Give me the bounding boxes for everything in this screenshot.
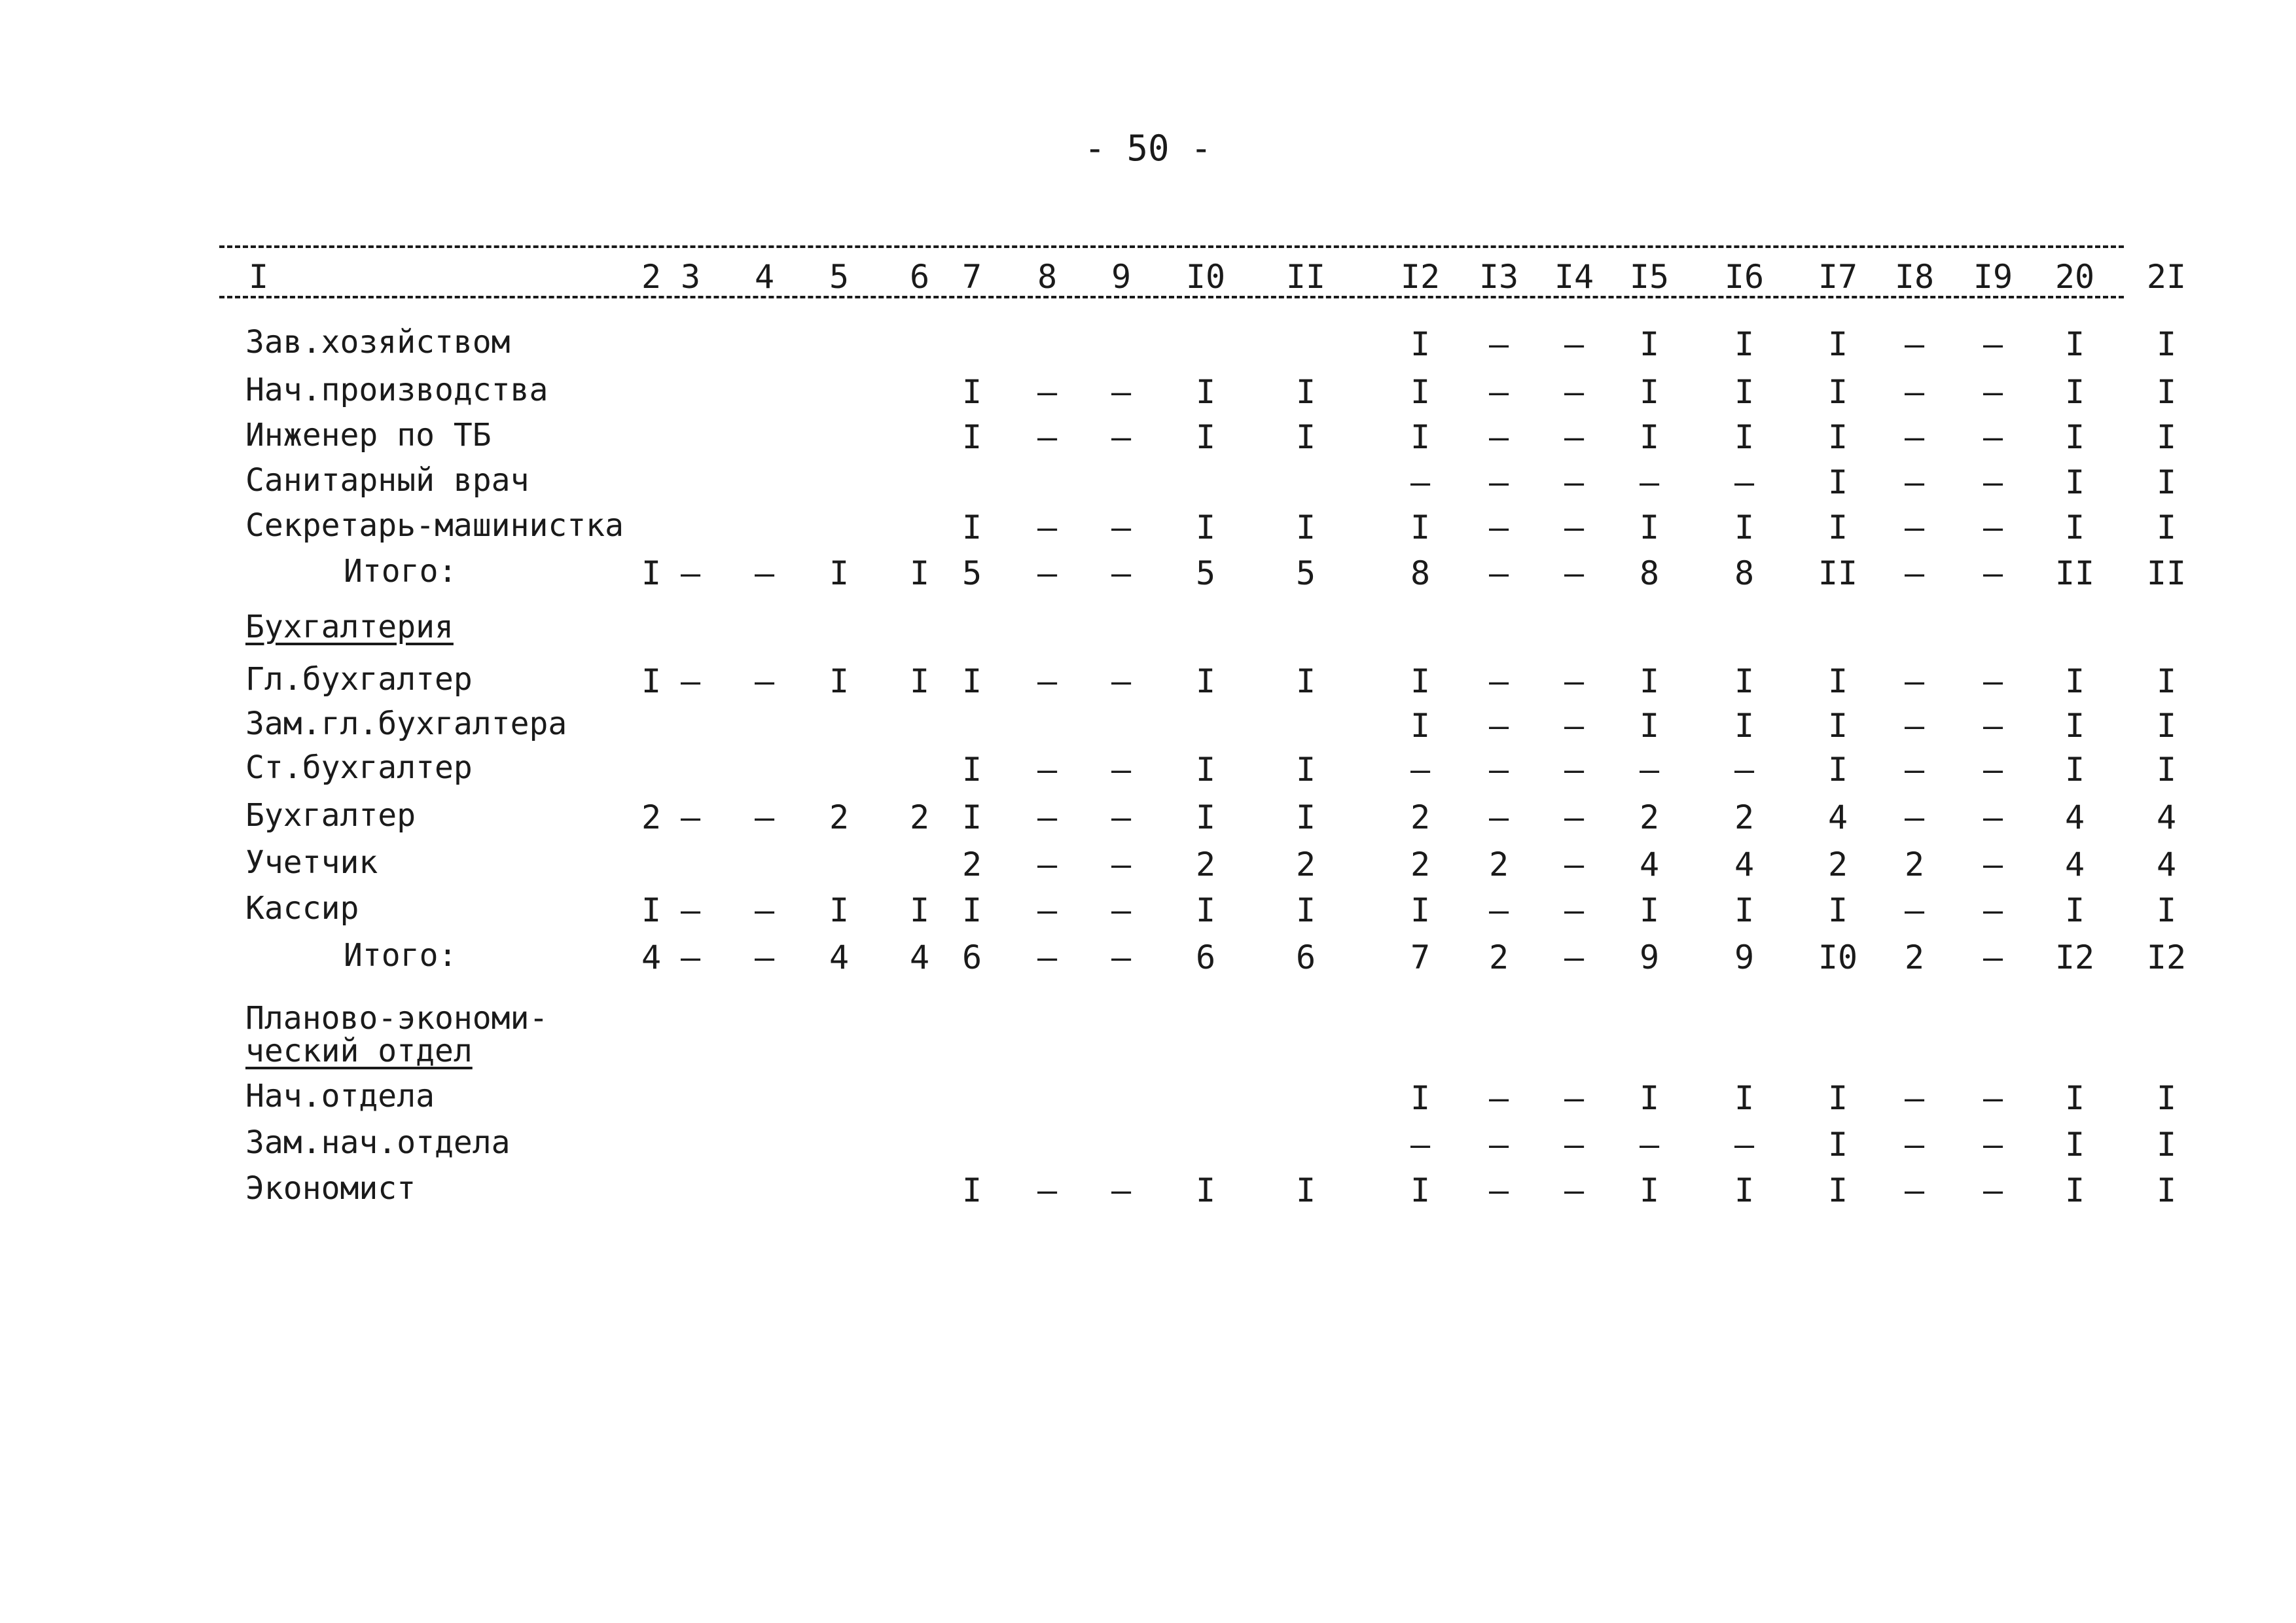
header-rule-bottom: [219, 296, 2124, 298]
table-cell: 2: [1904, 938, 1925, 976]
row-label: Зам.нач.отдела: [245, 1124, 511, 1161]
table-cell: –: [1488, 891, 1509, 929]
table-cell: –: [1111, 846, 1132, 883]
table-cell: –: [1639, 1126, 1660, 1164]
table-cell: –: [680, 554, 701, 592]
table-cell: I: [1639, 373, 1660, 411]
table-cell: –: [754, 798, 775, 836]
column-header: 3: [680, 258, 701, 296]
table-cell: –: [1904, 373, 1925, 411]
table-cell: I: [1827, 508, 1848, 546]
table-cell: I: [1410, 662, 1431, 700]
table-cell: I: [1195, 373, 1216, 411]
table-cell: –: [1904, 418, 1925, 456]
table-cell: –: [1111, 418, 1132, 456]
table-cell: I: [961, 662, 982, 700]
table-cell: –: [1982, 1079, 2003, 1117]
table-cell: –: [1037, 1171, 1058, 1209]
table-cell: 2: [961, 846, 982, 883]
table-cell: –: [1488, 325, 1509, 363]
table-cell: I: [961, 418, 982, 456]
table-cell: –: [1982, 508, 2003, 546]
table-cell: –: [1488, 373, 1509, 411]
column-header: II: [1285, 258, 1326, 296]
table-cell: I0: [1818, 938, 1858, 976]
column-header: I8: [1894, 258, 1935, 296]
table-cell: I: [1734, 891, 1755, 929]
table-cell: –: [1564, 662, 1585, 700]
table-cell: 4: [2064, 846, 2085, 883]
table-cell: 4: [829, 938, 850, 976]
column-header: 6: [909, 258, 930, 296]
table-cell: 2: [641, 798, 662, 836]
table-cell: I: [829, 891, 850, 929]
table-cell: I: [2064, 463, 2085, 501]
table-cell: –: [1564, 508, 1585, 546]
table-cell: –: [1982, 1171, 2003, 1209]
table-cell: 8: [1410, 554, 1431, 592]
table-cell: –: [1410, 463, 1431, 501]
table-cell: I: [1195, 662, 1216, 700]
column-header: 8: [1037, 258, 1058, 296]
table-cell: –: [1564, 554, 1585, 592]
table-cell: 2: [829, 798, 850, 836]
table-cell: I: [2064, 662, 2085, 700]
table-cell: –: [1982, 798, 2003, 836]
table-cell: –: [1564, 891, 1585, 929]
table-cell: I: [2156, 707, 2177, 745]
table-cell: I: [1734, 325, 1755, 363]
table-cell: –: [680, 662, 701, 700]
table-cell: I: [1734, 418, 1755, 456]
table-cell: I: [1827, 373, 1848, 411]
table-cell: –: [1111, 1171, 1132, 1209]
table-cell: I: [1410, 508, 1431, 546]
table-cell: –: [1037, 418, 1058, 456]
table-cell: –: [1488, 1126, 1509, 1164]
column-header: I9: [1973, 258, 2013, 296]
table-cell: 2: [1734, 798, 1755, 836]
table-cell: I: [2156, 1171, 2177, 1209]
table-cell: –: [1037, 891, 1058, 929]
table-cell: –: [680, 798, 701, 836]
table-cell: I: [1410, 325, 1431, 363]
table-cell: I: [2064, 1079, 2085, 1117]
row-label: Инженер по ТБ: [245, 417, 492, 454]
table-cell: 4: [2156, 846, 2177, 883]
row-label: Итого:: [344, 937, 457, 974]
table-cell: II: [1818, 554, 1858, 592]
table-cell: I: [2064, 325, 2085, 363]
table-cell: I: [1639, 418, 1660, 456]
table-cell: I: [1195, 891, 1216, 929]
table-cell: I: [641, 554, 662, 592]
table-cell: 5: [1295, 554, 1316, 592]
table-cell: I: [1639, 707, 1660, 745]
column-header: I4: [1554, 258, 1594, 296]
row-label: Нач.отдела: [245, 1078, 435, 1115]
column-header: I6: [1724, 258, 1765, 296]
table-cell: I: [2064, 891, 2085, 929]
table-cell: –: [1904, 508, 1925, 546]
table-cell: I: [829, 662, 850, 700]
table-cell: I: [1295, 373, 1316, 411]
table-cell: 2: [909, 798, 930, 836]
table-cell: I: [2156, 751, 2177, 789]
table-cell: –: [1488, 707, 1509, 745]
table-cell: I: [2156, 1126, 2177, 1164]
table-cell: –: [1037, 373, 1058, 411]
table-cell: I: [1827, 1171, 1848, 1209]
table-cell: –: [1111, 798, 1132, 836]
table-cell: I: [1734, 373, 1755, 411]
table-cell: –: [1564, 751, 1585, 789]
table-cell: –: [1904, 891, 1925, 929]
table-cell: I: [1827, 662, 1848, 700]
table-cell: 7: [1410, 938, 1431, 976]
table-cell: I: [1195, 508, 1216, 546]
table-cell: I: [1295, 891, 1316, 929]
table-cell: –: [754, 938, 775, 976]
column-header: I0: [1185, 258, 1226, 296]
table-cell: –: [1904, 554, 1925, 592]
table-cell: I: [2156, 373, 2177, 411]
row-label: ческий отдел: [245, 1033, 473, 1069]
table-cell: I: [1827, 751, 1848, 789]
table-cell: –: [1488, 798, 1509, 836]
table-cell: –: [1564, 325, 1585, 363]
table-cell: I: [2156, 325, 2177, 363]
table-cell: –: [1982, 662, 2003, 700]
table-cell: 4: [641, 938, 662, 976]
table-cell: 4: [1827, 798, 1848, 836]
table-cell: I: [1295, 418, 1316, 456]
table-cell: I: [1734, 1079, 1755, 1117]
table-cell: 6: [1195, 938, 1216, 976]
table-cell: 2: [1195, 846, 1216, 883]
table-cell: I: [1410, 418, 1431, 456]
table-cell: –: [1564, 373, 1585, 411]
table-cell: –: [1564, 1171, 1585, 1209]
table-cell: –: [1564, 938, 1585, 976]
table-cell: –: [1410, 751, 1431, 789]
table-cell: I: [1639, 508, 1660, 546]
table-cell: 6: [961, 938, 982, 976]
table-cell: –: [1037, 751, 1058, 789]
table-cell: I: [2064, 1126, 2085, 1164]
table-cell: I: [1410, 373, 1431, 411]
table-cell: –: [1111, 891, 1132, 929]
column-header: I: [249, 258, 269, 296]
row-label: Бухгалтерия: [245, 609, 454, 645]
table-cell: –: [1037, 554, 1058, 592]
table-cell: –: [1982, 938, 2003, 976]
row-label: Нач.производства: [245, 372, 548, 408]
column-header: 7: [961, 258, 982, 296]
row-label: Планово-экономи-: [245, 1000, 548, 1037]
table-cell: I: [1195, 751, 1216, 789]
table-cell: I2: [2146, 938, 2187, 976]
table-cell: I: [909, 891, 930, 929]
table-cell: I: [1295, 798, 1316, 836]
table-cell: I: [1734, 707, 1755, 745]
row-label: Гл.бухгалтер: [245, 661, 473, 698]
table-cell: I: [961, 798, 982, 836]
table-cell: I: [909, 662, 930, 700]
table-cell: –: [1037, 662, 1058, 700]
table-cell: 2: [1639, 798, 1660, 836]
table-cell: –: [1982, 418, 2003, 456]
table-cell: –: [1564, 1126, 1585, 1164]
table-cell: 2: [1410, 798, 1431, 836]
table-cell: I: [2156, 891, 2177, 929]
table-cell: –: [1564, 846, 1585, 883]
table-cell: II: [2146, 554, 2187, 592]
table-cell: –: [754, 662, 775, 700]
table-cell: –: [1488, 554, 1509, 592]
table-cell: I: [2064, 1171, 2085, 1209]
table-cell: I: [641, 662, 662, 700]
table-cell: –: [1488, 751, 1509, 789]
table-cell: I: [829, 554, 850, 592]
table-cell: –: [1488, 418, 1509, 456]
table-cell: –: [1111, 373, 1132, 411]
table-cell: –: [1410, 1126, 1431, 1164]
row-label: Бухгалтер: [245, 797, 416, 834]
table-cell: –: [1904, 798, 1925, 836]
table-cell: –: [1982, 846, 2003, 883]
column-header: 9: [1111, 258, 1132, 296]
table-cell: I: [961, 1171, 982, 1209]
table-cell: II: [2054, 554, 2095, 592]
table-cell: –: [1904, 325, 1925, 363]
table-cell: I: [1410, 891, 1431, 929]
row-label: Экономист: [245, 1170, 416, 1207]
table-cell: I: [1295, 508, 1316, 546]
table-cell: –: [1488, 1171, 1509, 1209]
table-cell: I: [1827, 891, 1848, 929]
table-cell: 4: [1639, 846, 1660, 883]
table-cell: –: [1564, 463, 1585, 501]
table-cell: 4: [1734, 846, 1755, 883]
column-header: 2I: [2146, 258, 2187, 296]
row-label: Итого:: [344, 553, 457, 590]
column-header: 2: [641, 258, 662, 296]
table-cell: 9: [1734, 938, 1755, 976]
table-cell: –: [754, 554, 775, 592]
table-cell: I: [2064, 373, 2085, 411]
row-label: Секретарь-машинистка: [245, 507, 624, 544]
column-header: I7: [1818, 258, 1858, 296]
table-cell: I: [1827, 418, 1848, 456]
table-cell: I: [1827, 1079, 1848, 1117]
table-cell: –: [1904, 662, 1925, 700]
table-cell: –: [1564, 1079, 1585, 1117]
table-cell: I: [961, 751, 982, 789]
table-cell: I: [2156, 1079, 2177, 1117]
table-cell: I: [2156, 508, 2177, 546]
table-cell: I: [2156, 418, 2177, 456]
table-cell: I: [1827, 707, 1848, 745]
table-cell: I: [2156, 662, 2177, 700]
table-cell: 2: [1410, 846, 1431, 883]
table-cell: 6: [1295, 938, 1316, 976]
table-cell: –: [1982, 325, 2003, 363]
row-label: Зам.гл.бухгалтера: [245, 705, 567, 742]
table-cell: I: [1295, 662, 1316, 700]
table-cell: 9: [1639, 938, 1660, 976]
table-cell: –: [1982, 463, 2003, 501]
table-cell: I: [1195, 798, 1216, 836]
column-header: 5: [829, 258, 850, 296]
column-header: 4: [754, 258, 775, 296]
table-cell: I: [961, 508, 982, 546]
row-label: Санитарный врач: [245, 462, 529, 499]
table-cell: I: [1734, 662, 1755, 700]
table-cell: I: [2156, 463, 2177, 501]
column-header: I2: [1400, 258, 1441, 296]
table-cell: I: [1195, 418, 1216, 456]
table-cell: 5: [1195, 554, 1216, 592]
table-cell: 4: [2156, 798, 2177, 836]
header-rule-top: [219, 245, 2124, 248]
table-cell: –: [680, 891, 701, 929]
table-cell: I: [909, 554, 930, 592]
table-cell: –: [1734, 751, 1755, 789]
table-cell: –: [1982, 373, 2003, 411]
table-cell: I: [1639, 1079, 1660, 1117]
row-label: Зав.хозяйством: [245, 324, 511, 361]
table-cell: –: [1564, 707, 1585, 745]
table-cell: I: [1827, 325, 1848, 363]
table-cell: 5: [961, 554, 982, 592]
column-header: I3: [1479, 258, 1519, 296]
table-cell: I: [2064, 418, 2085, 456]
table-cell: –: [1982, 891, 2003, 929]
table-cell: I: [1195, 1171, 1216, 1209]
table-cell: –: [1111, 554, 1132, 592]
table-cell: –: [754, 891, 775, 929]
table-cell: 8: [1734, 554, 1755, 592]
table-cell: 2: [1904, 846, 1925, 883]
row-label: Кассир: [245, 890, 359, 927]
table-cell: –: [1734, 463, 1755, 501]
table-cell: I: [1410, 707, 1431, 745]
table-cell: 4: [2064, 798, 2085, 836]
table-cell: –: [1904, 707, 1925, 745]
table-cell: –: [1037, 508, 1058, 546]
table-cell: –: [1982, 751, 2003, 789]
table-cell: 8: [1639, 554, 1660, 592]
table-cell: –: [1982, 554, 2003, 592]
table-cell: I: [1827, 463, 1848, 501]
table-cell: I: [1639, 662, 1660, 700]
table-cell: I: [2064, 707, 2085, 745]
column-header: 20: [2054, 258, 2095, 296]
table-cell: –: [680, 938, 701, 976]
table-cell: –: [1111, 662, 1132, 700]
table-cell: –: [1904, 463, 1925, 501]
table-cell: 2: [1488, 846, 1509, 883]
table-cell: –: [1904, 1171, 1925, 1209]
table-cell: –: [1488, 508, 1509, 546]
table-cell: I: [1639, 891, 1660, 929]
table-cell: I: [1639, 1171, 1660, 1209]
row-label: Учетчик: [245, 844, 378, 881]
table-cell: –: [1037, 798, 1058, 836]
column-header: I5: [1629, 258, 1670, 296]
table-cell: I: [1639, 325, 1660, 363]
row-label: Ст.бухгалтер: [245, 749, 473, 786]
table-cell: I: [1410, 1079, 1431, 1117]
table-cell: –: [1904, 751, 1925, 789]
table-cell: 2: [1295, 846, 1316, 883]
table-cell: I: [1827, 1126, 1848, 1164]
table-cell: –: [1904, 1079, 1925, 1117]
table-cell: 2: [1827, 846, 1848, 883]
table-cell: –: [1111, 508, 1132, 546]
table-cell: –: [1734, 1126, 1755, 1164]
table-cell: –: [1037, 846, 1058, 883]
table-cell: I: [1295, 751, 1316, 789]
table-cell: –: [1488, 1079, 1509, 1117]
table-cell: –: [1488, 463, 1509, 501]
table-cell: I: [961, 891, 982, 929]
table-cell: I: [2064, 751, 2085, 789]
table-cell: –: [1111, 938, 1132, 976]
table-cell: –: [1111, 751, 1132, 789]
table-cell: 4: [909, 938, 930, 976]
table-cell: I: [1734, 1171, 1755, 1209]
table-cell: –: [1982, 1126, 2003, 1164]
table-cell: I: [1295, 1171, 1316, 1209]
table-cell: I: [1734, 508, 1755, 546]
table-cell: I: [1410, 1171, 1431, 1209]
table-cell: –: [1488, 662, 1509, 700]
table-cell: I2: [2054, 938, 2095, 976]
table-cell: –: [1982, 707, 2003, 745]
table-cell: I: [961, 373, 982, 411]
page-number: - 50 -: [1084, 128, 1212, 169]
table-cell: 2: [1488, 938, 1509, 976]
table-cell: –: [1904, 1126, 1925, 1164]
table-cell: I: [2064, 508, 2085, 546]
table-cell: –: [1639, 463, 1660, 501]
table-cell: I: [641, 891, 662, 929]
table-cell: –: [1564, 418, 1585, 456]
table-cell: –: [1564, 798, 1585, 836]
table-cell: –: [1639, 751, 1660, 789]
table-cell: –: [1037, 938, 1058, 976]
